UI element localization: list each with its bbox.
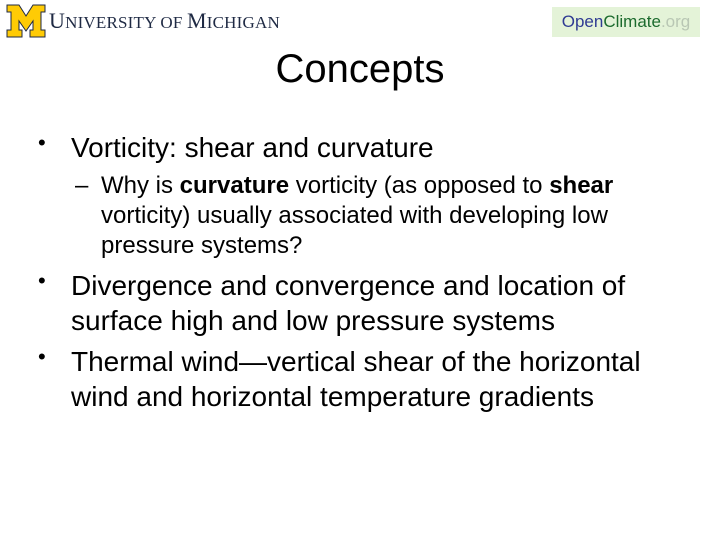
logo-part-open: Open (561, 12, 604, 31)
bullet-item (38, 130, 671, 165)
sub-bullet-item (75, 171, 661, 261)
dash-icon: – (75, 172, 89, 199)
wordmark-letter: ICHIGAN (206, 13, 280, 32)
bullet-text: Thermal wind—vertical shear of the horizontal wind and horizontal temperature gradients (71, 346, 641, 412)
wordmark-letter: U (49, 8, 66, 33)
university-of-michigan-wordmark (49, 10, 280, 32)
sub-bullet-text (101, 171, 661, 261)
wordmark-letter: M (187, 8, 207, 33)
emphasis-text: shear (549, 172, 614, 199)
logo-part-climate: Climate (603, 12, 661, 31)
bullet-text: Vorticity: shear and curvature (71, 132, 434, 163)
bullet-text: Divergence and convergence and location of surface high and low pressure systems (71, 270, 626, 336)
block-m-icon (6, 4, 46, 38)
text-segment: Why is (101, 172, 180, 199)
openclimate-org-logo (552, 7, 700, 37)
emphasis-text: curvature (179, 172, 290, 199)
slide-title: Concepts (275, 47, 445, 91)
logo-part-org: .org (660, 12, 691, 31)
bullet-icon: • (38, 344, 46, 369)
bullet-icon: • (38, 268, 46, 293)
bullet-item (38, 268, 686, 338)
bullet-item (38, 344, 686, 414)
university-of-michigan-logo (6, 3, 280, 39)
bullet-icon: • (38, 130, 46, 155)
text-segment: vorticity) usually associated with developing low pressure systems? (101, 202, 608, 259)
text-segment: vorticity (as opposed to (289, 172, 550, 199)
wordmark-letter: NIVERSITY OF (65, 13, 188, 32)
